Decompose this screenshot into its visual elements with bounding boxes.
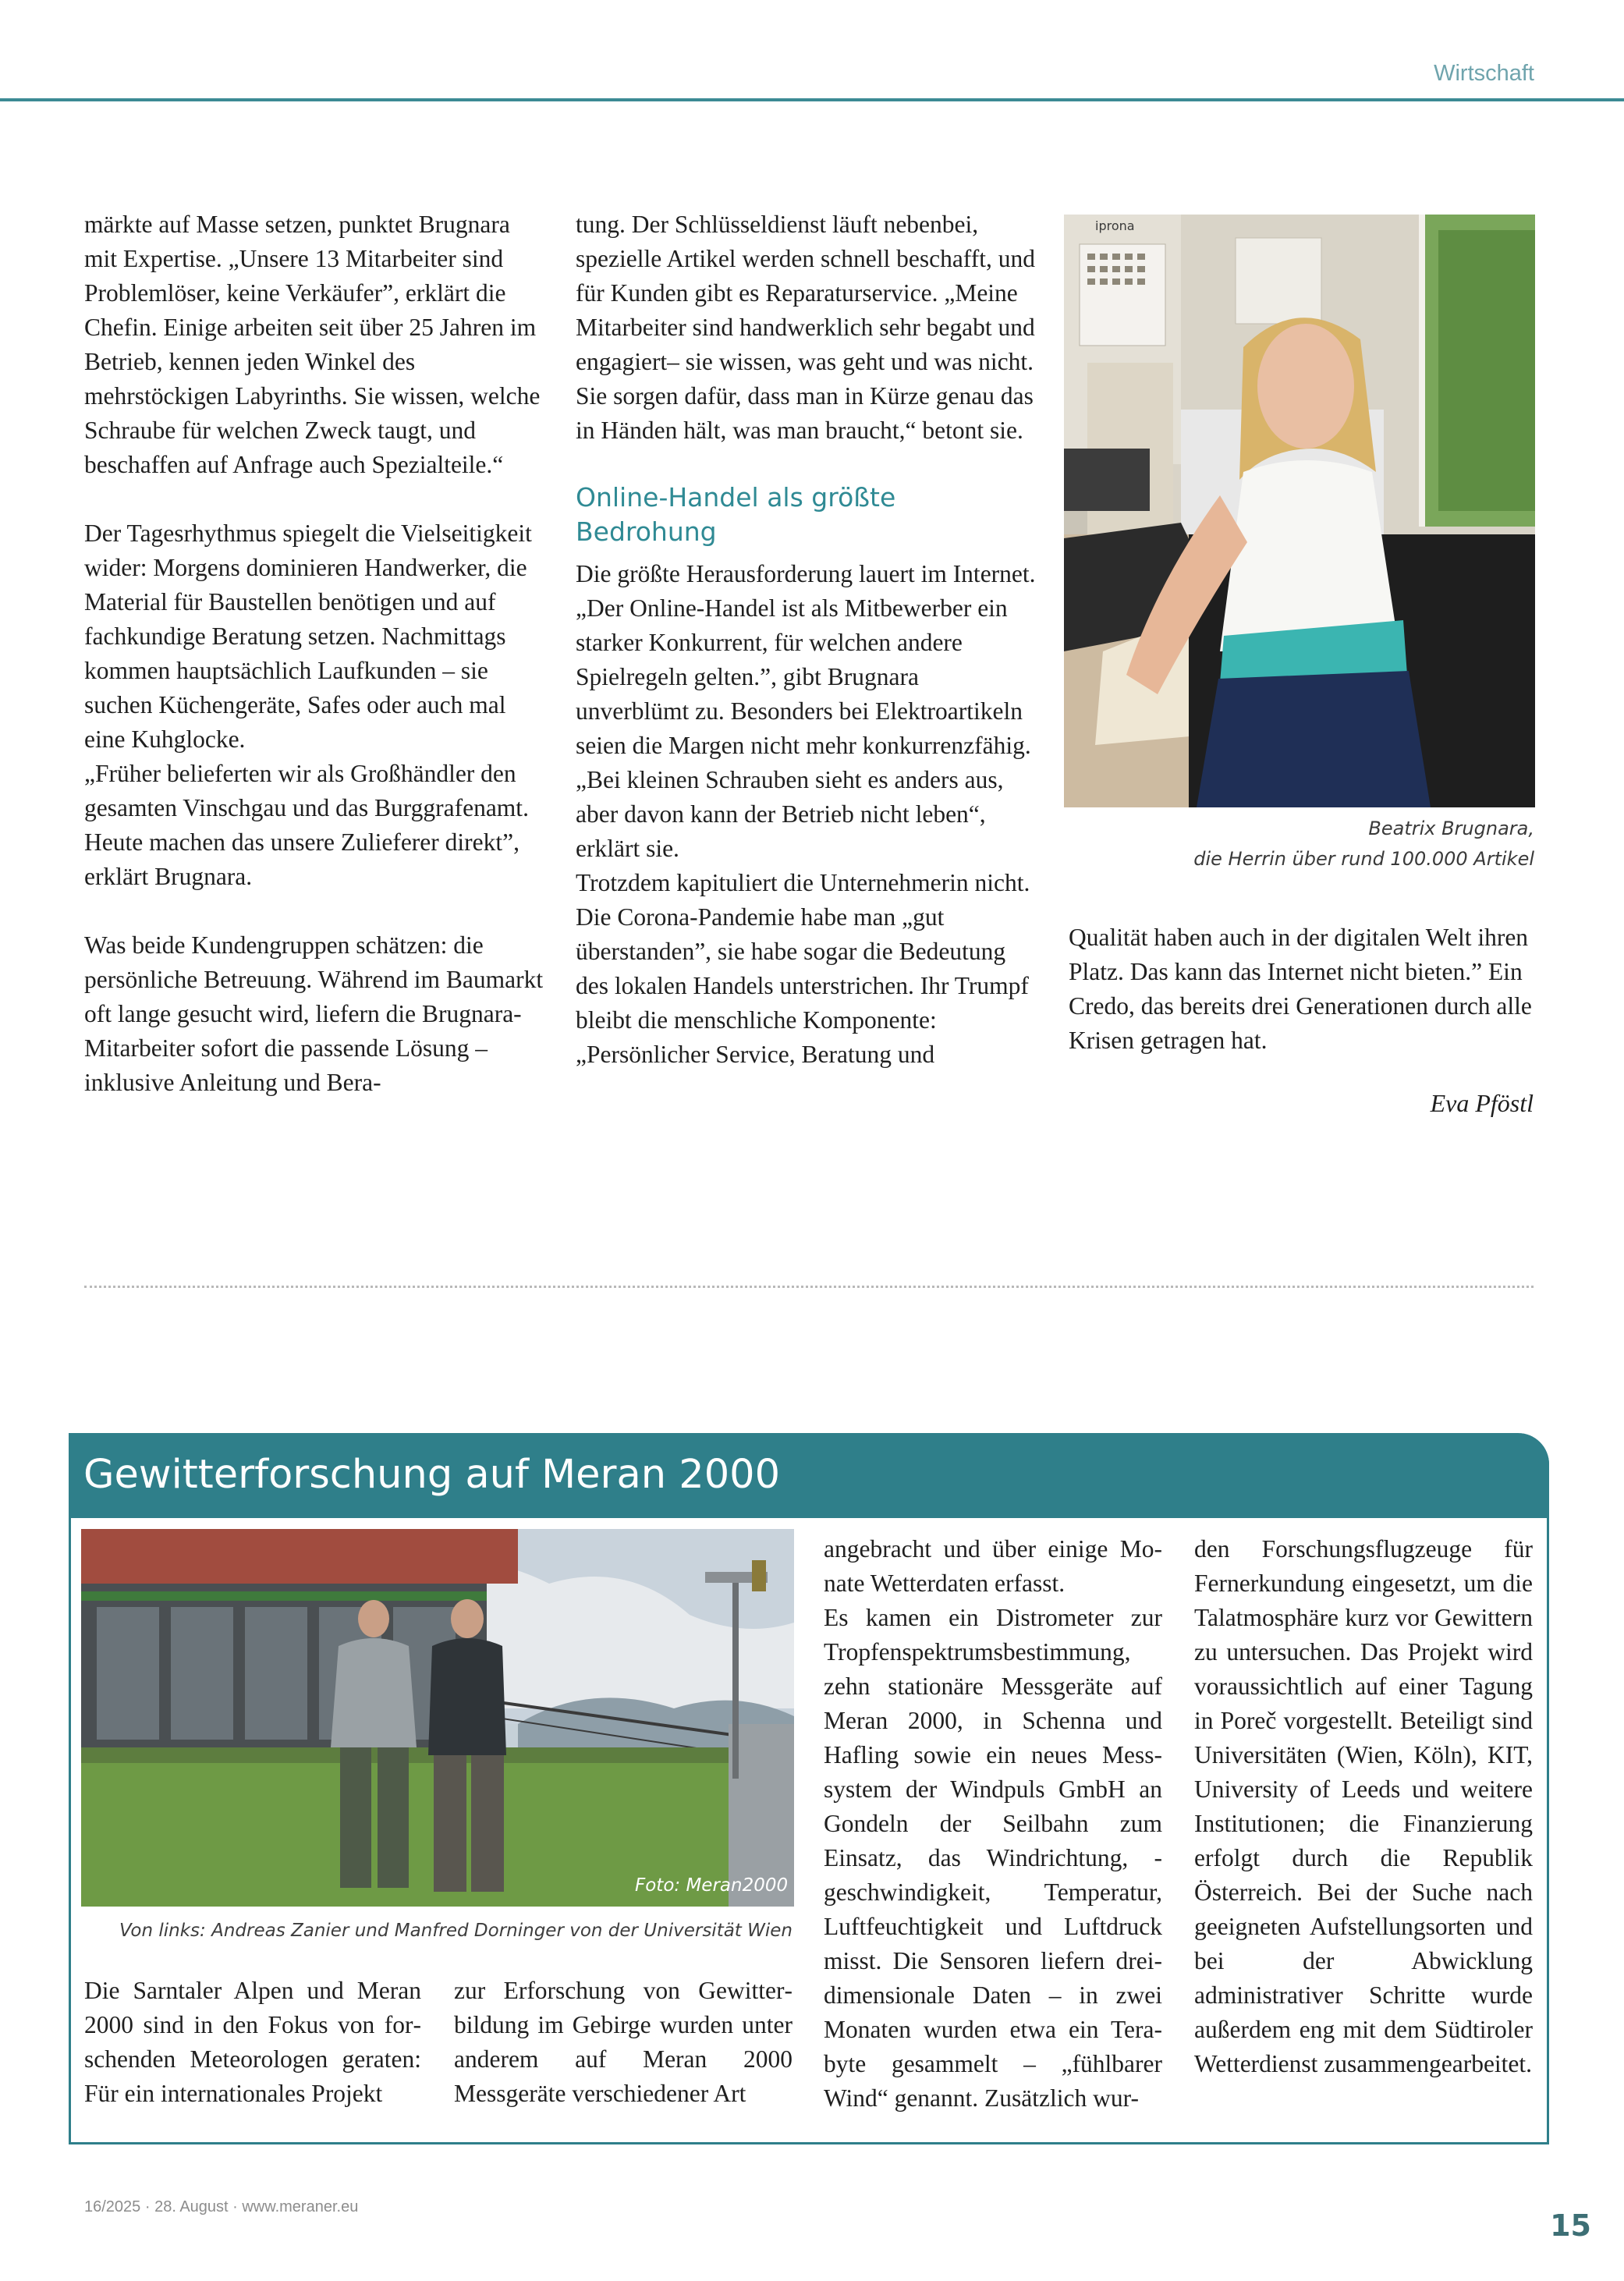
paragraph: „Früher belieferten wir als Großhändler den gesamten Vinschgau und das Burggrafenamt. Heute machen das unsere Zulieferer direkt”, erklärt Brugnara. (84, 760, 529, 890)
author-signature: Eva Pföstl (1430, 1089, 1534, 1117)
info-box-title: Gewitterforschung auf Meran 2000 (83, 1452, 781, 1498)
photo-credit: Foto: Meran2000 (635, 1875, 789, 1896)
portrait-photo (1064, 215, 1535, 807)
portrait-caption (1193, 814, 1534, 874)
paragraph: märkte auf Masse setzen, punktet Brugnara mit Expertise. „Unsere 13 Mitarbeiter sind Problemlöser, keine Verkäufer”, erklärt die Chefin. Einige arbeiten seit über 25 Jahren im Betrieb, kennen jeden Winkel des mehrstöckigen Labyrinths. Sie wissen, welche Schraube für welchen Zweck taugt, und beschaffen auf Anfrage auch Spezialteile.“ (84, 211, 541, 478)
caption-line: die Herrin über rund 100.000 Artikel (1193, 848, 1534, 870)
article-column-1 (84, 208, 546, 1100)
paragraph: Es kamen ein Distrometer zur Tropfenspektrumsbestimmung, zehn stationäre Messgeräte auf Meran 2000, in Schenna und Hafling sowie ein neues Messsystem der Windpuls GmbH an Gondeln der Seilbahn zum Einsatz, das Windrichtung, -geschwindigkeit, Temperatur, Luftfeuchtigkeit und Luftdruck misst. Die Sensoren liefern dreidimensionale Daten – in zwei Monaten wurden etwa ein Terabyte gesammelt – „fühlbarer Wind“ genannt. Zusätzlich wur- (824, 1604, 1162, 2112)
paragraph: Trotzdem kapituliert die Unternehmerin nicht. Die Corona-Pandemie habe man „gut überstanden”, sie habe sogar die Bedeutung des lokalen Handels unterstrichen. Ihr Trumpf bleibt die menschliche Komponente: „Persönlicher Service, Beratung und (576, 869, 1030, 1068)
footer-issue-info: 16/2025 · 28. August · www.meraner.eu (84, 2198, 359, 2215)
caption-line: Beatrix Brugnara, (1368, 818, 1534, 839)
box-column-3 (824, 1532, 1162, 2116)
box-column-4 (1194, 1532, 1533, 2081)
researchers-photo (81, 1529, 794, 1907)
subheading: Online-Handel als größte Bedrohung (576, 482, 896, 547)
paragraph: Die Sarntaler Alpen und Meran 2000 sind in den Fokus von forschenden Meteorologen geraten: Für ein internationales Projekt (84, 1977, 421, 2107)
box-column-1 (84, 1974, 421, 2111)
paragraph: Die größte Herausforderung lauert im Internet. „Der Online-Handel ist als Mitbewerber ein starker Konkurrent, für welchen andere Spielregeln gelten.”, gibt Brugnara unverblümt zu. Besonders bei Elektroartikeln seien die Margen nicht mehr konkurrenzfähig. „Bei kleinen Schrauben sieht es anders aus, aber davon kann der Betrieb nicht leben“, erklärt sie. (576, 560, 1036, 862)
header-rule (0, 98, 1624, 101)
paragraph: den Forschungsflugzeuge für Fernerkundung eingesetzt, um die Talatmosphäre kurz vor Gewittern zu untersuchen. Das Projekt wird voraussichtlich auf einer Tagung in Poreč vorgestellt. Beteiligt sind Universitäten (Wien, Köln), KIT, University of Leeds und weitere Institutionen; die Finanzierung erfolgt durch die Republik Österreich. Bei der Suche nach geeigneten Aufstellungsorten und bei der Abwicklung administrativer Schritte wurde außerdem eng mit dem Südtiroler Wetterdienst zusammengearbeitet. (1194, 1535, 1533, 2077)
paragraph: Qualität haben auch in der digitalen Welt ihren Platz. Das kann das Internet nicht bieten.” Ein Credo, das bereits drei Generationen durch alle Krisen getragen hat. (1069, 924, 1532, 1054)
box-column-2 (454, 1974, 792, 2111)
researchers-caption: Von links: Andreas Zanier und Manfred Dorninger von der Universität Wien (119, 1921, 792, 1941)
iprona-sign: iprona (1095, 218, 1135, 233)
paragraph: zur Erforschung von Gewitterbildung im Gebirge wurden unter anderem auf Meran 2000 Messgeräte verschiedener Art (454, 1977, 792, 2107)
page-number: 15 (1550, 2208, 1591, 2243)
section-label: Wirtschaft (1434, 61, 1534, 86)
paragraph: tung. Der Schlüsseldienst läuft nebenbei, spezielle Artikel werden schnell beschafft, und für Kunden gibt es Reparaturservice. „Meine Mitarbeiter sind handwerklich sehr begabt und engagiert– sie wissen, was geht und was nicht. Sie sorgen dafür, dass man in Kürze genau das in Händen hält, was man braucht,“ betont sie. (576, 211, 1035, 444)
paragraph: Was beide Kundengruppen schätzen: die persönliche Betreuung. Während im Baumarkt oft lange gesucht wird, liefern die Brugnara-Mitarbeiter sofort die passende Lösung – inklusive Anleitung und Bera- (84, 931, 544, 1096)
paragraph: Der Tagesrhythmus spiegelt die Vielseitigkeit wider: Morgens dominieren Handwerker, die Material für Baustellen benötigen und auf fachkundige Beratung setzen. Nachmittags kommen hauptsächlich Laufkunden – sie suchen Küchengeräte, Safes oder auch mal eine Kuhglocke. (84, 520, 532, 753)
paragraph: angebracht und über einige Monate Wetterdaten erfasst. (824, 1535, 1162, 1597)
section-divider (84, 1286, 1534, 1288)
article-column-3 (1069, 921, 1537, 1058)
article-column-2 (576, 208, 1037, 1072)
